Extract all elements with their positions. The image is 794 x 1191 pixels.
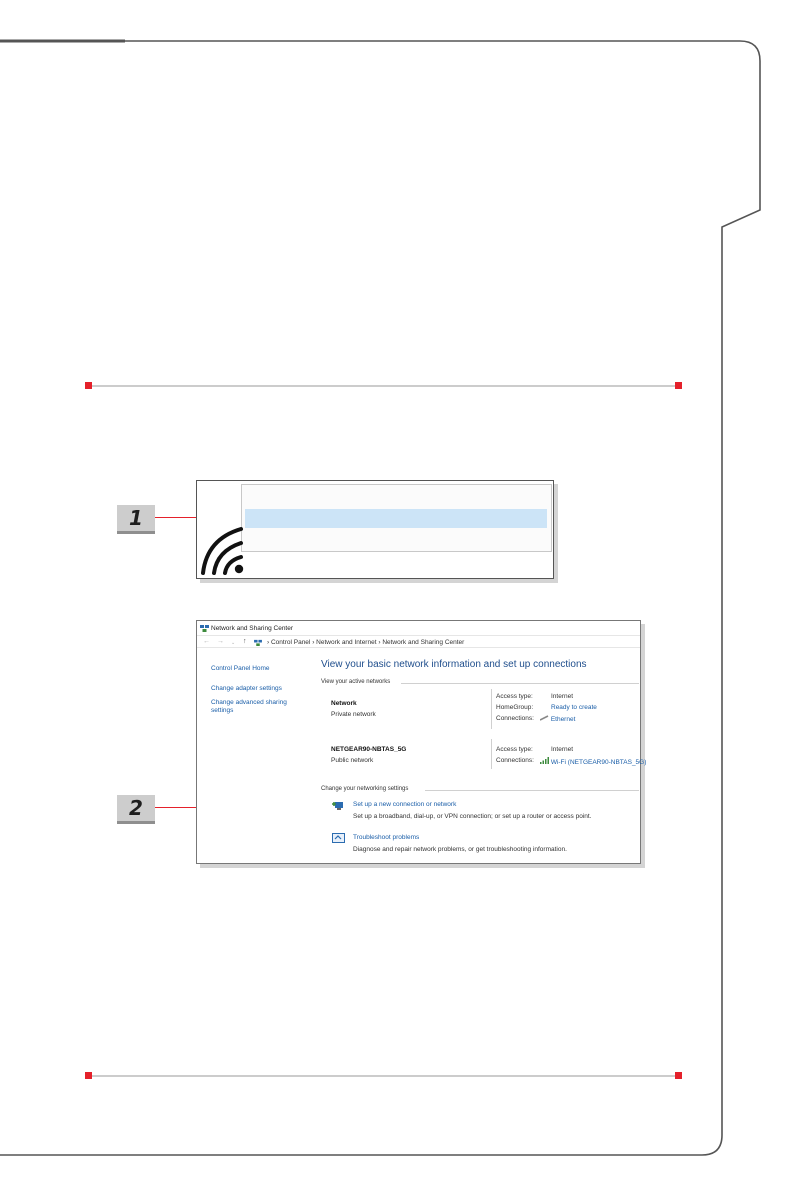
breadcrumb-separator: › — [267, 639, 270, 646]
step-number: 1 — [129, 506, 143, 530]
troubleshoot-problems-link[interactable]: Troubleshoot problems — [353, 834, 420, 841]
sidebar-change-adapter-settings[interactable]: Change adapter settings — [211, 685, 282, 692]
active-networks-rule — [401, 683, 639, 684]
breadcrumb-separator: › — [378, 639, 381, 646]
network-sharing-center-screenshot — [196, 620, 647, 864]
breadcrumb — [267, 639, 464, 646]
ethernet-connection-link[interactable] — [540, 715, 575, 723]
step-badge-2 — [117, 795, 155, 824]
top-divider-right-marker — [675, 382, 682, 389]
wifi-flyout-screenshot — [196, 480, 554, 579]
breadcrumb-network-sharing-center[interactable]: Network and Sharing Center — [382, 639, 465, 646]
network-name: Network — [331, 700, 357, 707]
network-separator — [491, 739, 492, 769]
window-title — [200, 624, 293, 632]
network-type[interactable]: Public network — [331, 757, 374, 764]
sidebar-change-advanced-sharing[interactable] — [211, 699, 287, 715]
access-type-label: Access type: — [496, 693, 533, 700]
access-type-value: Internet — [551, 693, 574, 700]
back-button[interactable]: ← — [203, 638, 210, 645]
homegroup-link[interactable]: Ready to create — [551, 704, 597, 711]
setup-new-connection-desc: Set up a broadband, dial-up, or VPN connection; or set up a router or access point. — [353, 813, 592, 820]
connections-label: Connections: — [496, 757, 534, 764]
forward-button[interactable]: → — [217, 638, 224, 645]
breadcrumb-control-panel[interactable]: Control Panel — [270, 639, 311, 646]
bottom-divider-right-marker — [675, 1072, 682, 1079]
page-heading: View your basic network information and set up connections — [321, 659, 587, 670]
network-name: NETGEAR90-NBTAS_5G — [331, 746, 407, 753]
ethernet-icon — [540, 715, 549, 721]
troubleshoot-problems-desc: Diagnose and repair network problems, or get troubleshooting information. — [353, 846, 567, 853]
change-settings-label: Change your networking settings — [321, 786, 409, 792]
top-divider-left-marker — [85, 382, 92, 389]
connection-name: Ethernet — [550, 716, 576, 723]
breadcrumb-separator: › — [312, 639, 315, 646]
network-list-item-selected[interactable] — [245, 509, 547, 528]
sidebar-control-panel-home[interactable]: Control Panel Home — [211, 665, 270, 672]
sidebar-link-line-2: settings — [211, 707, 234, 714]
window-title-text: Network and Sharing Center — [211, 624, 294, 632]
step-badge-1 — [117, 505, 155, 534]
access-type-label: Access type: — [496, 746, 533, 753]
wifi-signal-icon — [540, 757, 549, 764]
access-type-value: Internet — [551, 746, 574, 753]
network-icon — [200, 624, 209, 632]
change-settings-rule — [425, 790, 639, 791]
sidebar-link-line-1: Change advanced sharing — [211, 699, 287, 706]
connection-name: Wi-Fi (NETGEAR90-NBTAS_5G) — [550, 759, 647, 766]
active-networks-label: View your active networks — [321, 679, 391, 685]
recent-dropdown[interactable]: ⌄ — [231, 640, 236, 646]
troubleshoot-icon — [332, 833, 345, 844]
setup-new-connection-link[interactable]: Set up a new connection or network — [353, 801, 457, 808]
new-connection-icon — [332, 800, 346, 812]
bottom-divider — [88, 1075, 680, 1077]
wifi-connection-link[interactable] — [540, 757, 646, 766]
address-bar — [197, 635, 640, 648]
network-icon — [254, 639, 262, 646]
network-separator — [491, 689, 492, 729]
up-button[interactable]: ↑ — [243, 638, 247, 645]
network-list-panel — [241, 484, 552, 552]
breadcrumb-network-internet[interactable]: Network and Internet — [316, 639, 377, 646]
connections-label: Connections: — [496, 715, 534, 722]
step-number: 2 — [129, 796, 143, 820]
homegroup-label: HomeGroup: — [496, 704, 534, 711]
network-type[interactable]: Private network — [331, 711, 376, 718]
wifi-icon — [199, 523, 245, 575]
bottom-divider-left-marker — [85, 1072, 92, 1079]
top-divider — [88, 385, 680, 387]
